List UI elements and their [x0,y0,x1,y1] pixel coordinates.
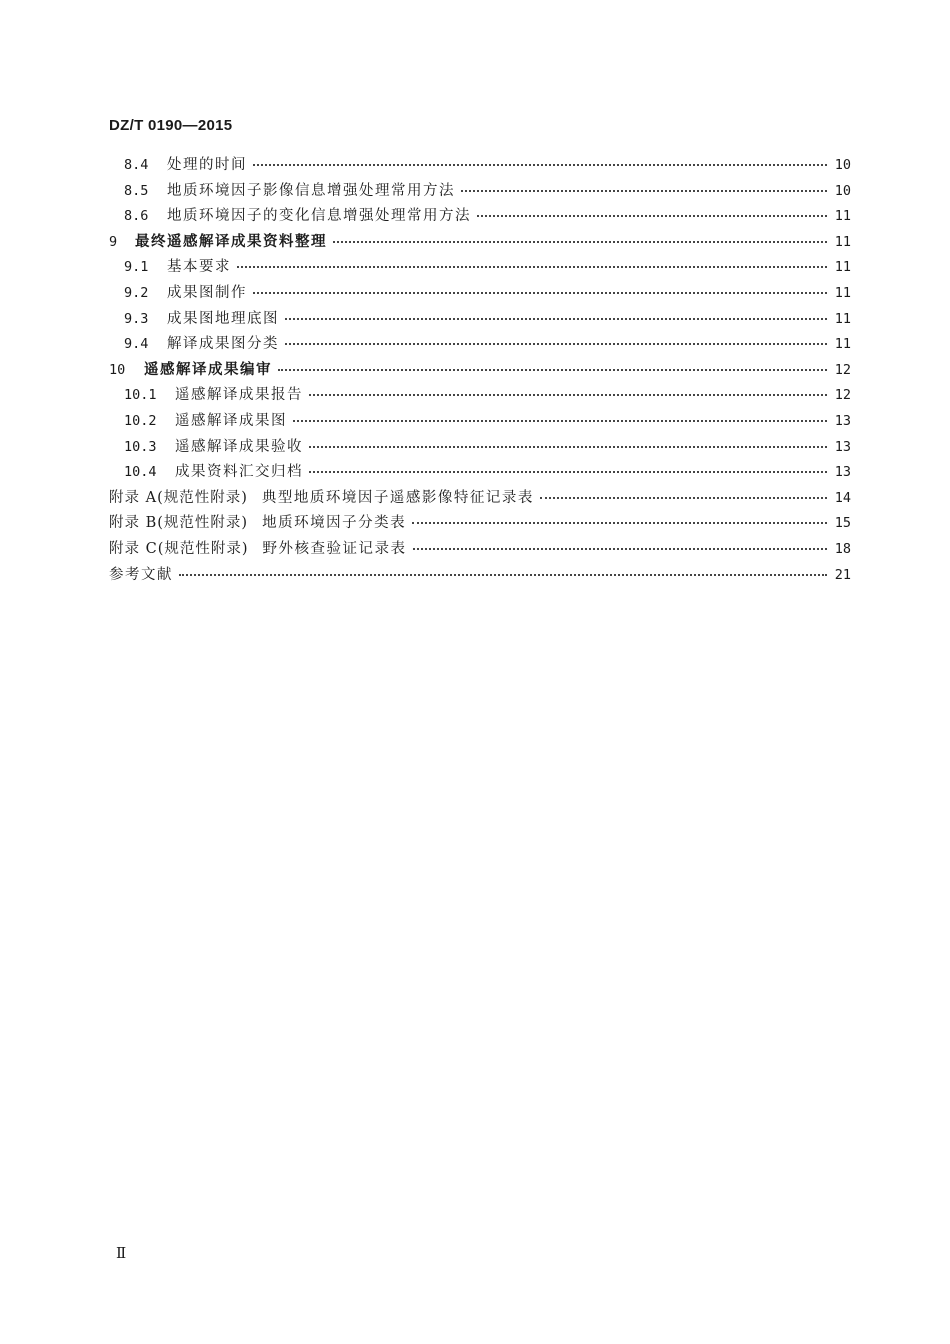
toc-page: 11 [834,310,851,327]
toc-page: 11 [834,208,851,225]
toc-entry-8-5[interactable] [109,179,851,205]
toc-entry-references[interactable] [109,563,851,589]
toc-title: 参考文献 [109,566,173,583]
toc-title: 地质环境因子的变化信息增强处理常用方法 [167,208,471,225]
dot-leader [253,282,827,297]
toc-page: 13 [834,438,851,455]
toc-page: 11 [834,233,851,250]
toc-title: 地质环境因子影像信息增强处理常用方法 [167,182,455,199]
dot-leader [285,308,827,323]
dot-leader [237,257,827,272]
dot-leader [477,206,827,221]
dot-leader [309,462,827,477]
toc-number: 10.4 [124,464,157,481]
toc-page: 11 [834,259,851,276]
toc-title: 处理的时间 [167,157,247,173]
toc-number: 10.1 [124,387,157,404]
toc-entry-8-6[interactable] [109,204,851,230]
dot-leader [179,564,827,579]
toc-entry-appendix-b[interactable] [109,511,851,537]
table-of-contents [109,153,851,588]
toc-appendix-label: 附录 A(规范性附录) [109,489,248,506]
toc-number: 9.3 [124,310,149,327]
toc-title: 典型地质环境因子遥感影像特征记录表 [261,489,534,506]
toc-number: 10.3 [124,438,157,455]
toc-title: 遥感解译成果报告 [175,387,303,404]
toc-page: 11 [834,284,851,301]
dot-leader [333,231,827,246]
toc-entry-8-4[interactable] [109,153,851,179]
dot-leader [278,359,827,374]
toc-number: 9.4 [124,336,149,353]
dot-leader [412,513,827,528]
toc-entry-appendix-c[interactable] [109,537,851,563]
toc-entry-10[interactable] [109,358,851,384]
dot-leader [309,385,827,400]
toc-title: 遥感解译成果验收 [175,438,303,455]
toc-title: 成果资料汇交归档 [175,464,303,481]
toc-title: 解译成果图分类 [167,336,279,353]
dot-leader [253,155,827,170]
toc-entry-10-3[interactable] [109,435,851,461]
toc-page: 13 [834,464,851,481]
toc-title: 成果图制作 [167,284,247,301]
toc-appendix-label: 附录 C(规范性附录) [109,540,249,557]
dot-leader [293,410,827,425]
toc-entry-10-2[interactable] [109,409,851,435]
toc-number: 8.4 [124,157,149,173]
toc-number: 9.2 [124,284,149,301]
toc-title: 成果图地理底图 [167,310,279,327]
toc-entry-10-4[interactable] [109,460,851,486]
toc-page: 12 [834,361,851,378]
toc-number: 8.5 [124,182,149,199]
toc-entry-10-1[interactable] [109,383,851,409]
toc-entry-9[interactable] [109,230,851,256]
toc-title: 基本要求 [167,259,231,276]
toc-page: 15 [834,515,851,532]
toc-number: 10 [109,361,126,378]
toc-title: 遥感解译成果图 [175,412,287,429]
toc-page: 12 [834,387,851,404]
toc-page: 11 [834,336,851,353]
toc-number: 9 [109,233,118,250]
toc-page: 18 [834,540,851,557]
toc-title: 地质环境因子分类表 [262,515,407,532]
dot-leader [413,538,827,553]
toc-entry-9-3[interactable] [109,307,851,333]
standard-code: DZ/T 0190—2015 [109,117,233,134]
toc-page: 21 [834,566,851,583]
toc-title: 遥感解译成果编审 [144,360,272,378]
toc-page: 10 [834,182,851,199]
toc-page: 14 [834,489,851,506]
toc-number: 8.6 [124,208,149,225]
toc-appendix-label: 附录 B(规范性附录) [109,515,249,532]
toc-number: 10.2 [124,412,157,429]
dot-leader [461,180,827,195]
dot-leader [309,436,827,451]
toc-entry-9-2[interactable] [109,281,851,307]
toc-entry-appendix-a[interactable] [109,486,851,512]
toc-title: 野外核查验证记录表 [262,540,407,557]
dot-leader [285,334,827,349]
dot-leader [540,487,827,502]
toc-page: 10 [834,157,851,173]
toc-title: 最终遥感解译成果资料整理 [135,232,327,250]
toc-entry-9-4[interactable] [109,332,851,358]
toc-number: 9.1 [124,259,149,276]
page-number: Ⅱ [116,1246,127,1262]
toc-page: 13 [834,412,851,429]
toc-entry-9-1[interactable] [109,255,851,281]
